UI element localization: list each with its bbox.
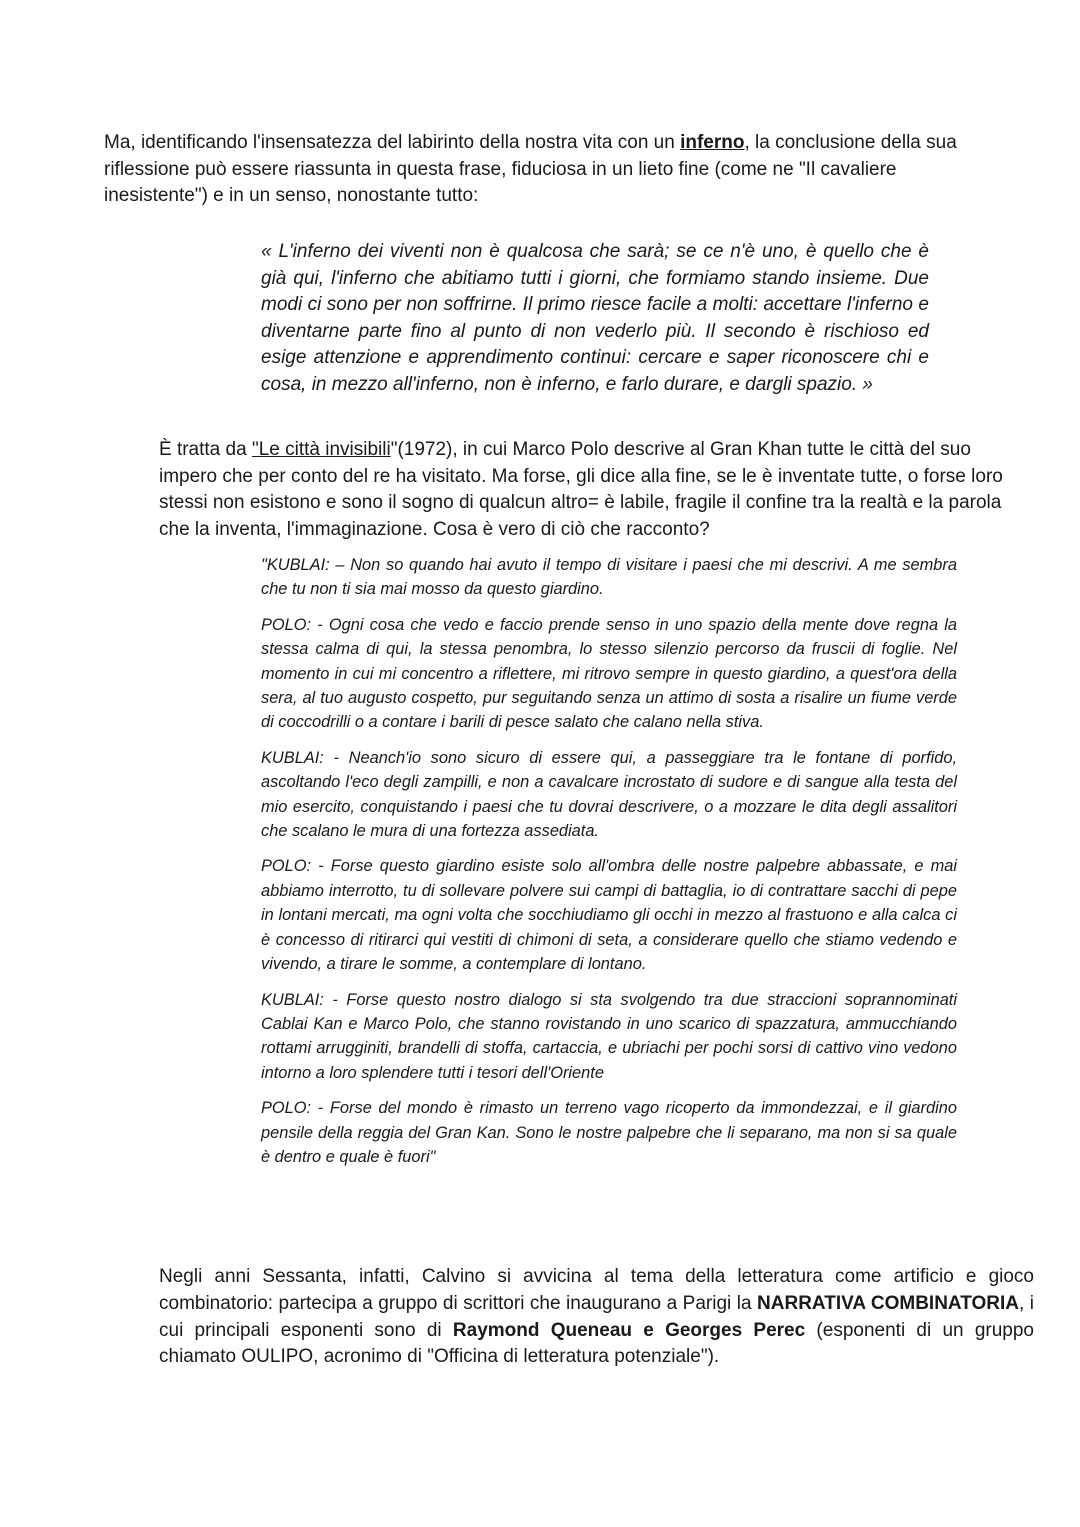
dialogue-line: "KUBLAI: – Non so quando hai avuto il tempo di visitare i paesi che mi descrivi. A me sembra che tu non ti sia mai mosso da questo giardino. [261, 556, 957, 599]
dialogue-line: POLO: - Ogni cosa che vedo e faccio prende senso in uno spazio della mente dove regna la stessa calma di qui, la stessa penombra, lo stesso silenzio percorso da fruscii di foglie. Nel momento in cui mi concentro a riflettere, mi ritrovo sempre in questo giardino, a quest'ora della sera, al tuo augusto cospetto, pur seguitando senza un attimo di sosta a risalire un fiume verde di coccodrilli o a contare i barili di pesce salato che calano nella stiva. [261, 615, 957, 732]
dialogue-line: POLO: - Forse questo giardino esiste solo all'ombra delle nostre palpebre abbassate, e mai abbiamo interrotto, tu di sollevare polvere sui campi di battaglia, io di contrattare sacchi di pepe in lontani mercati, ma ogni volta che socchiudiamo gli occhi in mezzo al frastuono e alla calca ci è concesso di ritirarci qui vestiti di chimoni di seta, a considerare quello che stiamo vedendo e vivendo, a tirare le somme, a contemplare di lontano. [261, 857, 957, 974]
intro-paragraph [104, 130, 994, 210]
keyword-inferno: inferno [680, 132, 745, 153]
calvino-quote: « L'inferno dei viventi non è qualcosa che sarà; se ce n'è uno, è quello che è già qui, l'inferno che abitiamo tutti i giorni, che formiamo stando insieme. Due modi ci sono per non soffrirne. Il primo riesce facile a molti: accettare l'inferno e diventarne parte fino al punto di non vederlo più. Il secondo è rischioso ed esige attenzione e apprendimento continui: cercare e saper riconoscere chi e cosa, in mezzo all'inferno, non è inferno, e farlo durare, e dargli spazio. » [261, 241, 929, 395]
closing-text-1: Negli anni Sessanta, infatti, Calvino si avvicina al tema della letteratura come artificio e gioco combinatorio: partecipa a gruppo di scrittori che inaugurano a Parigi la [159, 1266, 1034, 1314]
source-paragraph [159, 437, 1034, 543]
dialogue-block [261, 553, 957, 1180]
closing-text-2: , i cui principali esponenti sono di [159, 1292, 1035, 1341]
closing-paragraph [159, 1264, 1034, 1371]
source-text-after: "(1972), in cui Marco Polo descrive al Gran Khan tutte le città del suo impero che per conto del re ha visitato. Ma forse, gli dice alla fine, se le è inventate tutte, o forse loro stessi non esistono e sono il sogno di qualcun altro= è labile, fragile il confine tra la realtà e la parola che la inventa, l'immaginazione. Cosa è vero di ciò che racconto? [159, 439, 1003, 540]
closing-text-3: (esponenti di un gruppo chiamato OULIPO, acronimo di "Officina di letteratura potenziale"). [159, 1319, 1034, 1368]
dialogue-line: POLO: - Forse del mondo è rimasto un terreno vago ricoperto da immondezzai, e il giardino pensile della reggia del Gran Kan. Sono le nostre palpebre che li separano, ma non si sa quale è dentro e quale è fuori" [261, 1099, 957, 1166]
dialogue-line: KUBLAI: - Neanch'io sono sicuro di essere qui, a passeggiare tra le fontane di porfido, ascoltando l'eco degli zampilli, e non a cavalcare incrostato di sudore e di sangue alla testa del mio esercito, conquistando i paesi che tu dovrai descrivere, o a mozzare le dita degli assalitori che scalano le mura di una fortezza assediata. [261, 748, 957, 841]
intro-text-before: Ma, identificando l'insensatezza del labirinto della nostra vita con un [104, 132, 681, 153]
source-text-before: È tratta da [159, 439, 252, 460]
dialogue-line: KUBLAI: - Forse questo nostro dialogo si sta svolgendo tra due straccioni soprannominati Cablai Kan e Marco Polo, che stanno rovistando in uno scarico di spazzatura, ammucchiando rottami arrugginiti, brandelli di stoffa, cartaccia, e ubriachi per pochi sorsi di cattivo vino vedono intorno a loro splendere tutti i tesori dell'Oriente [261, 990, 957, 1082]
narrativa-combinatoria-term: NARRATIVA COMBINATORIA [757, 1292, 1020, 1314]
book-title-link[interactable]: "Le città invisibili [251, 439, 391, 460]
intro-text-after: , la conclusione della sua riflessione può essere riassunta in questa frase, fiduciosa in un lieto fine (come ne "Il cavaliere inesistente") e in un senso, nonostante tutto: [104, 132, 957, 206]
authors-names: Raymond Queneau e Georges Perec [452, 1319, 806, 1341]
